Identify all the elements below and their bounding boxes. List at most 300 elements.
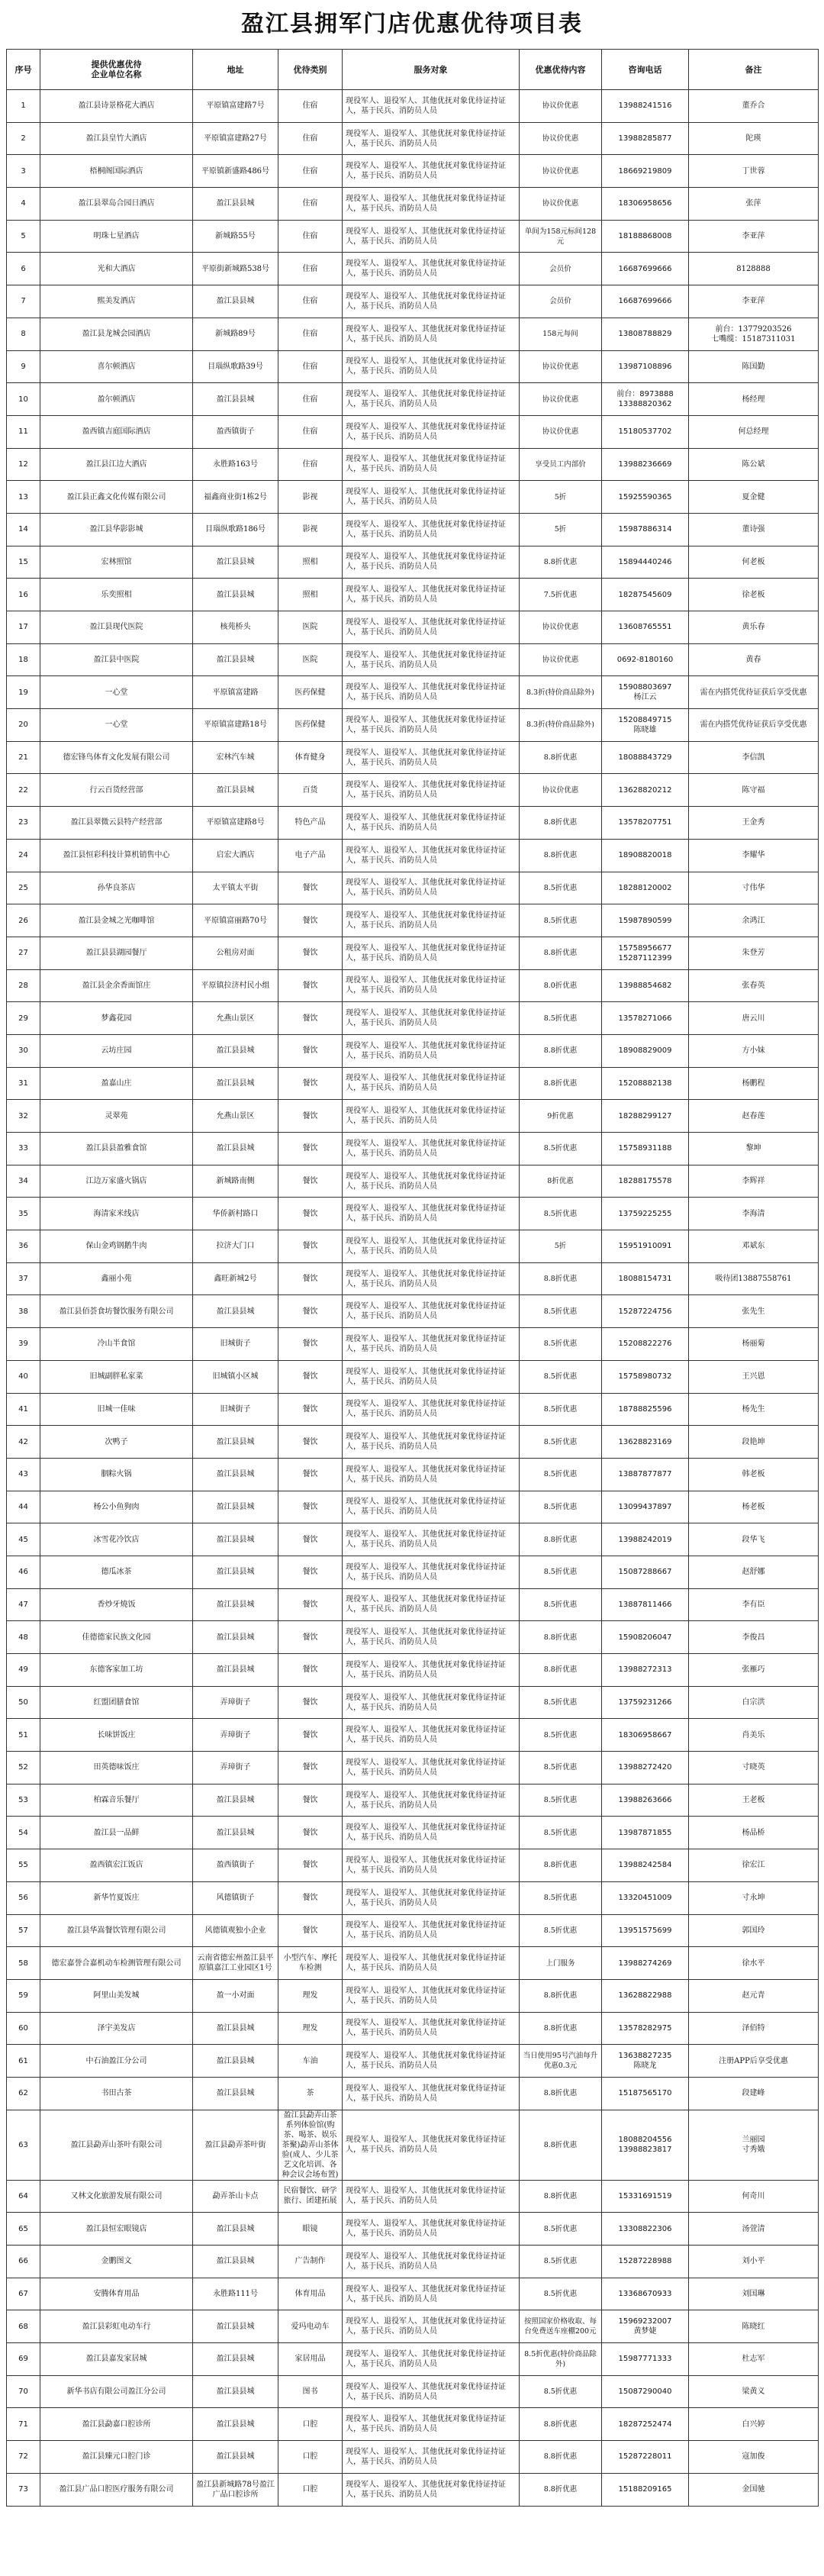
cell-offer: 5折 [520,513,602,546]
table-row [7,1556,819,1588]
table-row [7,1881,819,1914]
cell-offer: 8.5折优惠 [520,1458,602,1491]
cell-category: 百货 [278,774,343,807]
table-row [7,383,819,416]
cell-remark: 李亚萍 [689,220,819,253]
table-row [7,1686,819,1719]
cell-offer: 8.3折(特价商品除外) [520,676,602,709]
document-title: 盈江县拥军门店优惠优待项目表 [241,11,583,37]
cell-company: 明珠七星酒店 [40,220,193,253]
cell-scope: 现役军人、退役军人、其他优抚对象优待证持证人，基于民兵、消防员人员 [343,1393,520,1426]
table-row [7,676,819,709]
cell-scope: 现役军人、退役军人、其他优抚对象优待证持证人，基于民兵、消防员人员 [343,1295,520,1328]
cell-index: 54 [7,1817,40,1849]
cell-remark: 李辉祥 [689,1165,819,1198]
cell-address: 盈江县县城 [193,1523,278,1556]
cell-company: 东德客家加工坊 [40,1654,193,1687]
cell-phone: 15908803697 杨江云 [602,676,689,709]
cell-category: 图书 [278,2375,343,2408]
cell-company: 安腾体育用品 [40,2278,193,2310]
cell-scope: 现役军人、退役军人、其他优抚对象优待证持证人，基于民兵、消防员人员 [343,253,520,285]
cell-index: 67 [7,2278,40,2310]
cell-index: 29 [7,1002,40,1035]
cell-phone: 0692-8180160 [602,643,689,676]
cell-remark: 李有臣 [689,1588,819,1621]
cell-scope: 现役军人、退役军人、其他优抚对象优待证持证人，基于民兵、消防员人员 [343,1523,520,1556]
table-row [7,1360,819,1393]
cell-remark: 邓斌东 [689,1230,819,1263]
cell-scope: 现役军人、退役军人、其他优抚对象优待证持证人，基于民兵、消防员人员 [343,1654,520,1687]
cell-remark: 陈晓红 [689,2310,819,2343]
cell-offer: 8.5折优惠 [520,1752,602,1785]
table-row [7,2375,819,2408]
cell-offer: 8.8折优惠 [520,1979,602,2012]
cell-company: 行云百货经营部 [40,774,193,807]
cell-address: 华侨新村路口 [193,1198,278,1230]
cell-offer: 协议价优惠 [520,350,602,383]
cell-phone: 18088843729 [602,741,689,774]
cell-phone: 18088154731 [602,1262,689,1295]
cell-index: 5 [7,220,40,253]
cell-index: 38 [7,1295,40,1328]
cell-category: 餐饮 [278,1295,343,1328]
cell-company: 盈江县龙城会园酒店 [40,318,193,350]
cell-address: 盈江县县城 [193,2310,278,2343]
cell-remark: 朱登芳 [689,937,819,969]
cell-scope: 现役军人、退役军人、其他优抚对象优待证持证人，基于民兵、消防员人员 [343,1426,520,1459]
cell-scope: 现役军人、退役军人、其他优抚对象优待证持证人，基于民兵、消防员人员 [343,318,520,350]
cell-address: 旧城街子 [193,1393,278,1426]
cell-phone: 13988272420 [602,1752,689,1785]
cell-company: 喜尔顿酒店 [40,350,193,383]
cell-phone: 13320451009 [602,1881,689,1914]
cell-index: 60 [7,2012,40,2045]
cell-scope: 现役军人、退役军人、其他优抚对象优待证持证人，基于民兵、消防员人员 [343,513,520,546]
cell-scope: 现役军人、退役军人、其他优抚对象优待证持证人，基于民兵、消防员人员 [343,1947,520,1980]
cell-company: 一心堂 [40,676,193,709]
cell-scope: 现役军人、退役军人、其他优抚对象优待证持证人，基于民兵、消防员人员 [343,1817,520,1849]
cell-remark: 徐宏江 [689,1849,819,1882]
cell-index: 10 [7,383,40,416]
cell-index: 45 [7,1523,40,1556]
cell-index: 15 [7,546,40,579]
cell-scope: 现役军人、退役军人、其他优抚对象优待证持证人，基于民兵、消防员人员 [343,1979,520,2012]
cell-offer: 会员价 [520,253,602,285]
cell-remark: 黄春 [689,643,819,676]
cell-index: 12 [7,448,40,481]
cell-address: 盈江县县城 [193,1556,278,1588]
table-row [7,1002,819,1035]
cell-index: 3 [7,155,40,188]
cell-index: 59 [7,1979,40,2012]
cell-phone: 18088204556 13988823817 [602,2110,689,2180]
table-row [7,579,819,611]
cell-address: 盈江县县城 [193,2246,278,2278]
cell-address: 盈江县县城 [193,2012,278,2045]
cell-offer: 8.5折优惠 [520,1719,602,1752]
cell-index: 14 [7,513,40,546]
cell-category: 口腔 [278,2408,343,2441]
cell-address: 盈江县县城 [193,579,278,611]
cell-category: 餐饮 [278,1817,343,1849]
table-row [7,1588,819,1621]
cell-index: 62 [7,2077,40,2110]
cell-remark: 何总经理 [689,415,819,448]
cell-remark: 黎坤 [689,1133,819,1165]
cell-address: 核苑桥头 [193,611,278,644]
cell-index: 2 [7,122,40,155]
cell-category: 口腔 [278,2473,343,2506]
cell-scope: 现役军人、退役军人、其他优抚对象优待证持证人，基于民兵、消防员人员 [343,2213,520,2246]
cell-scope: 现役军人、退役军人、其他优抚对象优待证持证人，基于民兵、消防员人员 [343,2077,520,2110]
cell-index: 4 [7,188,40,221]
cell-offer: 协议价优惠 [520,90,602,123]
cell-address: 盈江县县城 [193,383,278,416]
cell-index: 57 [7,1914,40,1947]
cell-index: 66 [7,2246,40,2278]
cell-company: 次鸭子 [40,1426,193,1459]
cell-scope: 现役军人、退役军人、其他优抚对象优待证持证人，基于民兵、消防员人员 [343,2278,520,2310]
cell-offer: 协议价优惠 [520,774,602,807]
table-row [7,2246,819,2278]
cell-category: 体育健身 [278,741,343,774]
cell-address: 风德镇街子 [193,1881,278,1914]
cell-category: 医药保健 [278,709,343,742]
cell-category: 住宿 [278,318,343,350]
header-col-address: 地址 [193,50,278,90]
cell-index: 6 [7,253,40,285]
cell-index: 31 [7,1067,40,1100]
cell-offer: 8.5折优惠 [520,1784,602,1817]
cell-address: 旧城街子 [193,1328,278,1361]
cell-offer: 8.5折优惠(特价商品除外) [520,2343,602,2376]
header-col-scope: 服务对象 [343,50,520,90]
cell-scope: 现役军人、退役军人、其他优抚对象优待证持证人，基于民兵、消防员人员 [343,1198,520,1230]
cell-company: 盈西镇宏江饭店 [40,1849,193,1882]
cell-company: 梧桐阁国际酒店 [40,155,193,188]
cell-scope: 现役军人、退役军人、其他优抚对象优待证持证人，基于民兵、消防员人员 [343,2441,520,2474]
table-row [7,2473,819,2506]
cell-category: 餐饮 [278,937,343,969]
cell-address: 盈江县县城 [193,643,278,676]
cell-address: 平原镇新盛路486号 [193,155,278,188]
cell-remark: 杜志军 [689,2343,819,2376]
cell-scope: 现役军人、退役军人、其他优抚对象优待证持证人，基于民兵、消防员人员 [343,1262,520,1295]
cell-index: 65 [7,2213,40,2246]
cell-phone: 18188868008 [602,220,689,253]
cell-category: 餐饮 [278,1621,343,1654]
table-row [7,1426,819,1459]
cell-category: 照相 [278,546,343,579]
cell-scope: 现役军人、退役军人、其他优抚对象优待证持证人，基于民兵、消防员人员 [343,676,520,709]
cell-index: 11 [7,415,40,448]
cell-remark: 汤萱清 [689,2213,819,2246]
cell-address: 盈江县县城 [193,2045,278,2078]
cell-phone: 13988272313 [602,1654,689,1687]
cell-phone: 13759231266 [602,1686,689,1719]
cell-company: 鑫丽小苑 [40,1262,193,1295]
cell-index: 55 [7,1849,40,1882]
table-row [7,253,819,285]
table-row [7,1654,819,1687]
table-row [7,415,819,448]
cell-company: 盈江县皇竹大酒店 [40,122,193,155]
cell-phone: 13988236669 [602,448,689,481]
table-row [7,1947,819,1980]
cell-address: 盈江县县城 [193,2343,278,2376]
cell-address: 平原镇富建路7号 [193,90,278,123]
cell-address: 平原镇拉济村民小组 [193,969,278,1002]
cell-phone: 13988263666 [602,1784,689,1817]
cell-scope: 现役军人、退役军人、其他优抚对象优待证持证人，基于民兵、消防员人员 [343,2375,520,2408]
cell-index: 18 [7,643,40,676]
cell-offer: 8.5折优惠 [520,1426,602,1459]
cell-phone: 13887877877 [602,1458,689,1491]
cell-scope: 现役军人、退役军人、其他优抚对象优待证持证人，基于民兵、消防员人员 [343,807,520,840]
table-row [7,448,819,481]
cell-remark: 吸待团13887558761 [689,1262,819,1295]
cell-scope: 现役军人、退役军人、其他优抚对象优待证持证人，基于民兵、消防员人员 [343,1100,520,1133]
cell-category: 餐饮 [278,1426,343,1459]
cell-company: 宏林照馆 [40,546,193,579]
cell-scope: 现役军人、退役军人、其他优抚对象优待证持证人，基于民兵、消防员人员 [343,1458,520,1491]
cell-remark: 王老板 [689,1784,819,1817]
cell-category: 餐饮 [278,872,343,904]
cell-phone: 13368670933 [602,2278,689,2310]
table-row [7,611,819,644]
cell-company: 德瓜冰茶 [40,1556,193,1588]
cell-address: 盈江县县城 [193,1784,278,1817]
cell-company: 盈江县金城之光咖啡馆 [40,904,193,937]
cell-category: 爱玛电动车 [278,2310,343,2343]
cell-index: 7 [7,285,40,318]
cell-category: 餐饮 [278,1067,343,1100]
cell-phone: 13987871855 [602,1817,689,1849]
cell-address: 盈江县县城 [193,2441,278,2474]
cell-address: 永胜路111号 [193,2278,278,2310]
cell-category: 餐饮 [278,1100,343,1133]
cell-company: 盈江县华影影城 [40,513,193,546]
table-row [7,1230,819,1263]
cell-address: 永胜路163号 [193,448,278,481]
cell-phone: 13988242584 [602,1849,689,1882]
table-row [7,1100,819,1133]
cell-category: 民宿餐饮、研学旅行、团建拓展 [278,2180,343,2213]
cell-offer: 8.5折优惠 [520,1491,602,1523]
table-row [7,481,819,514]
header-col-remark: 备注 [689,50,819,90]
cell-company: 盈江县翠岛合园日酒店 [40,188,193,221]
cell-offer: 协议价优惠 [520,415,602,448]
cell-remark: 陈公斌 [689,448,819,481]
cell-index: 70 [7,2375,40,2408]
cell-phone: 15087290040 [602,2375,689,2408]
table-row [7,1295,819,1328]
table-header-row [7,50,819,90]
cell-remark: 徐水平 [689,1947,819,1980]
cell-offer: 8.5折优惠 [520,2213,602,2246]
cell-address: 目瑙纵歌路186号 [193,513,278,546]
cell-remark: 黄乐春 [689,611,819,644]
cell-phone: 15894440246 [602,546,689,579]
cell-category: 餐饮 [278,1881,343,1914]
cell-offer: 8.8折优惠 [520,1621,602,1654]
cell-offer: 8.5折优惠 [520,2375,602,2408]
table-row [7,937,819,969]
header-col-company: 提供优惠优待 企业单位名称 [40,50,193,90]
cell-address: 公租房对面 [193,937,278,969]
table-row [7,1849,819,1882]
cell-address: 新城路89号 [193,318,278,350]
cell-address: 盈江县县城 [193,1067,278,1100]
cell-scope: 现役军人、退役军人、其他优抚对象优待证持证人，基于民兵、消防员人员 [343,415,520,448]
cell-remark: 余鸿江 [689,904,819,937]
cell-remark: 兰丽园 寸秀娥 [689,2110,819,2180]
cell-remark: 赵春莲 [689,1100,819,1133]
cell-offer: 7.5折优惠 [520,579,602,611]
table-row [7,2278,819,2310]
cell-address: 福鑫商业街1栋2号 [193,481,278,514]
cell-company: 盈江县华嵩餐饮管理有限公司 [40,1914,193,1947]
cell-index: 9 [7,350,40,383]
cell-address: 盈江县县城 [193,546,278,579]
cell-address: 鑫旺新城2号 [193,1262,278,1295]
cell-address: 盈江县县城 [193,2408,278,2441]
cell-company: 云坊庄园 [40,1034,193,1067]
cell-company: 田英德味饭庄 [40,1752,193,1785]
cell-address: 盈江县县城 [193,774,278,807]
cell-remark: 段艳坤 [689,1426,819,1459]
cell-scope: 现役军人、退役军人、其他优抚对象优待证持证人，基于民兵、消防员人员 [343,2246,520,2278]
cell-remark: 陀瑛 [689,122,819,155]
cell-index: 27 [7,937,40,969]
cell-remark: 梁黄义 [689,2375,819,2408]
cell-index: 33 [7,1133,40,1165]
cell-scope: 现役军人、退役军人、其他优抚对象优待证持证人，基于民兵、消防员人员 [343,1849,520,1882]
cell-offer: 8.5折优惠 [520,1556,602,1588]
cell-offer: 协议价优惠 [520,611,602,644]
cell-company: 香炒牙燒饭 [40,1588,193,1621]
cell-category: 住宿 [278,415,343,448]
cell-phone: 18908820018 [602,839,689,872]
cell-company: 红盟团膳食馆 [40,1686,193,1719]
cell-phone: 13608765551 [602,611,689,644]
cell-category: 眼镜 [278,2213,343,2246]
cell-category: 住宿 [278,122,343,155]
cell-phone: 18288299127 [602,1100,689,1133]
cell-scope: 现役军人、退役军人、其他优抚对象优待证持证人，基于民兵、消防员人员 [343,220,520,253]
cell-remark: 需在内搭凭优待证获后享受优惠 [689,709,819,742]
cell-address: 允燕山景区 [193,1100,278,1133]
cell-category: 体育用品 [278,2278,343,2310]
cell-index: 25 [7,872,40,904]
header-col-index: 序号 [7,50,40,90]
cell-index: 71 [7,2408,40,2441]
cell-phone: 15187565170 [602,2077,689,2110]
table-row [7,285,819,318]
cell-index: 43 [7,1458,40,1491]
cell-company: 盈江县佰荟食坊餐饮服务有限公司 [40,1295,193,1328]
cell-offer: 8.5折优惠 [520,872,602,904]
cell-category: 住宿 [278,383,343,416]
cell-address: 盈江县县城 [193,1621,278,1654]
cell-company: 光和大酒店 [40,253,193,285]
cell-scope: 现役军人、退役军人、其他优抚对象优待证持证人，基于民兵、消防员人员 [343,1881,520,1914]
cell-company: 盈江县恒彩科技计算机销售中心 [40,839,193,872]
table-row [7,513,819,546]
cell-phone: 13988241516 [602,90,689,123]
cell-scope: 现役军人、退役军人、其他优抚对象优待证持证人，基于民兵、消防员人员 [343,1588,520,1621]
cell-offer: 8.5折优惠 [520,2246,602,2278]
cell-scope: 现役军人、退役军人、其他优抚对象优待证持证人，基于民兵、消防员人员 [343,1556,520,1588]
table-row [7,155,819,188]
cell-offer: 8.5折优惠 [520,904,602,937]
cell-index: 22 [7,774,40,807]
cell-address: 盈江县县城 [193,2077,278,2110]
cell-remark: 董诗强 [689,513,819,546]
cell-category: 餐饮 [278,1262,343,1295]
cell-address: 新城路55号 [193,220,278,253]
cell-category: 电子产品 [278,839,343,872]
table-row [7,2441,819,2474]
cell-remark: 杨丽菊 [689,1328,819,1361]
cell-offer: 8.5折优惠 [520,1198,602,1230]
cell-remark: 张萍 [689,188,819,221]
cell-address: 盈一小对面 [193,1979,278,2012]
cell-remark: 董乔合 [689,90,819,123]
cell-category: 餐饮 [278,969,343,1002]
table-row [7,1165,819,1198]
cell-remark: 张雁巧 [689,1654,819,1687]
cell-address: 平原镇富建路 [193,676,278,709]
cell-category: 医院 [278,611,343,644]
cell-scope: 现役军人、退役军人、其他优抚对象优待证持证人，基于民兵、消防员人员 [343,611,520,644]
header-col-phone: 咨询电话 [602,50,689,90]
cell-offer: 享受员工内部价 [520,448,602,481]
cell-category: 餐饮 [278,904,343,937]
cell-index: 30 [7,1034,40,1067]
cell-offer: 8.5折优惠 [520,1881,602,1914]
cell-category: 餐饮 [278,1491,343,1523]
cell-phone: 13578282975 [602,2012,689,2045]
cell-phone: 前台：8973888 13388820362 [602,383,689,416]
table-row [7,1914,819,1947]
cell-category: 广告制作 [278,2246,343,2278]
cell-company: 盈江县县湖园餐厅 [40,937,193,969]
table-row [7,2180,819,2213]
cell-address: 盈江县县城 [193,1491,278,1523]
table-row [7,872,819,904]
table-row [7,2310,819,2343]
cell-remark: 唐云川 [689,1002,819,1035]
cell-offer: 8.8折优惠 [520,2077,602,2110]
cell-remark: 赵元青 [689,1979,819,2012]
table-body [7,90,819,2507]
cell-category: 医药保健 [278,676,343,709]
cell-offer: 8.8折优惠 [520,2473,602,2506]
cell-scope: 现役军人、退役军人、其他优抚对象优待证持证人，基于民兵、消防员人员 [343,2310,520,2343]
cell-category: 住宿 [278,188,343,221]
table-row [7,643,819,676]
cell-address: 勐弄茶山卡点 [193,2180,278,2213]
cell-index: 21 [7,741,40,774]
cell-address: 目瑙纵歌路39号 [193,350,278,383]
cell-remark: 丁世蓉 [689,155,819,188]
cell-company: 盈江县江边大酒店 [40,448,193,481]
cell-index: 39 [7,1328,40,1361]
cell-scope: 现役军人、退役军人、其他优抚对象优待证持证人，基于民兵、消防员人员 [343,709,520,742]
cell-company: 盈江县中医院 [40,643,193,676]
